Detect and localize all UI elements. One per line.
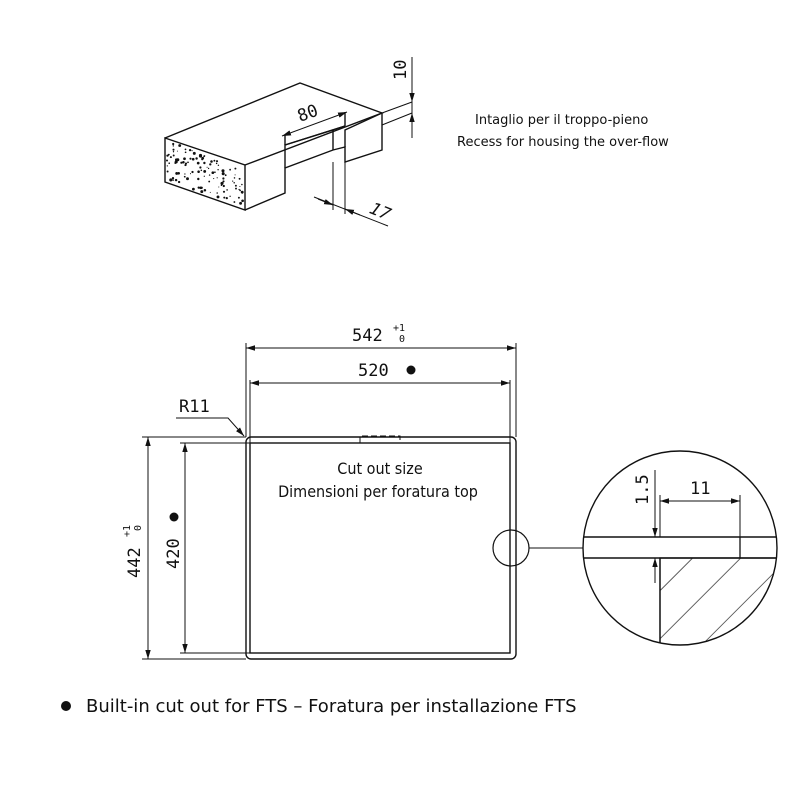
stone-speckle bbox=[185, 163, 187, 165]
stone-speckle bbox=[169, 178, 172, 181]
stone-speckle bbox=[233, 182, 235, 184]
stone-speckle bbox=[192, 188, 195, 191]
stone-speckle bbox=[183, 157, 186, 160]
radius-leader bbox=[176, 418, 244, 436]
stone-speckle bbox=[190, 173, 191, 174]
stone-speckle bbox=[216, 160, 218, 162]
fts-marker-520 bbox=[407, 366, 416, 375]
stone-speckle bbox=[241, 199, 244, 202]
stone-speckle bbox=[199, 166, 201, 168]
stone-speckle bbox=[233, 201, 235, 203]
stone-speckle bbox=[223, 197, 225, 199]
stone-speckle bbox=[218, 186, 219, 187]
detail-callout-circle bbox=[493, 530, 529, 566]
stone-speckle bbox=[222, 172, 225, 175]
stone-speckle bbox=[217, 195, 220, 198]
dim-520-label: 520 bbox=[358, 361, 389, 381]
dim-1-5-label: 1.5 bbox=[633, 474, 653, 505]
stone-speckle bbox=[178, 181, 180, 183]
stone-speckle bbox=[217, 169, 218, 170]
stone-speckle bbox=[167, 165, 168, 166]
dim-542-tol-minus: 0 bbox=[399, 334, 406, 345]
dim-420-label: 420 bbox=[164, 538, 184, 569]
stone-speckle bbox=[217, 177, 218, 178]
cutout-label-en: Cut out size bbox=[337, 459, 423, 478]
stone-speckle bbox=[184, 176, 186, 178]
stone-speckle bbox=[214, 171, 216, 173]
stone-speckle bbox=[183, 162, 184, 163]
legend-bullet bbox=[61, 701, 71, 711]
stone-speckle bbox=[229, 169, 231, 171]
stone-speckle bbox=[174, 162, 176, 164]
cutout-label-it: Dimensioni per foratura top bbox=[278, 482, 478, 501]
stone-speckle bbox=[223, 185, 225, 187]
stone-speckle bbox=[172, 179, 174, 181]
stone-speckle bbox=[201, 158, 203, 160]
stone-speckle bbox=[178, 144, 181, 147]
dim-542-label: 542 bbox=[352, 326, 383, 346]
stone-speckle bbox=[199, 154, 202, 157]
dim-442-label: 442 bbox=[125, 547, 145, 578]
stone-speckle bbox=[173, 145, 174, 146]
stone-speckle bbox=[238, 197, 240, 199]
stone-speckle bbox=[177, 151, 178, 152]
stone-speckle bbox=[166, 160, 168, 162]
stone-speckle bbox=[208, 181, 210, 183]
stone-speckle bbox=[209, 163, 211, 165]
stone-speckle bbox=[189, 158, 191, 160]
dim-11-label: 11 bbox=[690, 479, 711, 499]
legend-text: Built-in cut out for FTS – Foratura per installazione FTS bbox=[86, 696, 577, 717]
stone-speckle bbox=[168, 162, 170, 164]
fts-marker-420 bbox=[170, 513, 179, 522]
stone-speckle bbox=[185, 149, 187, 151]
stone-speckle bbox=[176, 158, 179, 161]
stone-speckle bbox=[203, 170, 206, 173]
stone-speckle bbox=[172, 177, 174, 179]
block-right-face bbox=[245, 113, 382, 210]
stone-speckle bbox=[213, 160, 215, 162]
stone-speckle bbox=[180, 162, 182, 164]
stone-speckle bbox=[184, 173, 185, 174]
stone-speckle bbox=[172, 143, 174, 145]
stone-speckle bbox=[173, 155, 175, 157]
dim-17-label: 17 bbox=[363, 199, 396, 224]
stone-speckle bbox=[213, 172, 214, 173]
stone-speckle bbox=[242, 192, 243, 193]
stone-speckle bbox=[235, 174, 236, 175]
stone-speckle bbox=[239, 178, 241, 180]
stone-speckle bbox=[186, 177, 189, 180]
stone-speckle bbox=[172, 149, 174, 151]
stone-speckle bbox=[200, 190, 203, 193]
dim-442-tol-plus: +1 bbox=[122, 524, 133, 537]
recess-note-en: Recess for housing the over-flow bbox=[457, 135, 669, 150]
stone-speckle bbox=[234, 177, 236, 179]
stone-speckle bbox=[209, 174, 210, 175]
stone-speckle bbox=[210, 160, 213, 163]
dim-80-label: 80 bbox=[294, 100, 321, 127]
stone-speckle bbox=[170, 156, 172, 158]
stone-speckle bbox=[191, 171, 193, 173]
stone-speckle bbox=[229, 196, 230, 197]
stone-speckle bbox=[175, 179, 177, 181]
stone-speckle bbox=[197, 170, 200, 173]
stone-speckle bbox=[166, 154, 168, 156]
stone-speckle bbox=[197, 162, 200, 165]
stone-speckle bbox=[226, 197, 228, 199]
detail-view bbox=[560, 451, 798, 700]
stone-speckle bbox=[173, 151, 174, 152]
stone-speckle bbox=[195, 157, 197, 159]
stone-speckle bbox=[232, 181, 233, 182]
stone-speckle bbox=[175, 172, 178, 175]
cutout-plan bbox=[142, 343, 583, 659]
stone-speckle bbox=[222, 180, 224, 182]
stone-speckle bbox=[189, 149, 191, 151]
dim-442-tol-minus: 0 bbox=[133, 524, 144, 531]
stone-speckle bbox=[226, 189, 228, 191]
stone-speckle bbox=[167, 171, 169, 173]
stone-speckle bbox=[218, 165, 219, 166]
stone-speckle bbox=[204, 176, 205, 177]
stone-speckle bbox=[216, 163, 218, 165]
stone-speckle bbox=[216, 192, 218, 194]
stone-speckle bbox=[235, 185, 237, 187]
stone-speckle bbox=[192, 158, 195, 161]
stone-speckle bbox=[197, 178, 199, 180]
stone-speckle bbox=[222, 177, 224, 179]
stone-speckle bbox=[201, 170, 203, 172]
stone-speckle bbox=[208, 168, 209, 169]
stone-speckle bbox=[187, 161, 189, 163]
recess-block bbox=[165, 83, 412, 214]
stone-speckle bbox=[225, 174, 227, 176]
stone-speckle bbox=[221, 169, 224, 172]
stone-speckle bbox=[203, 162, 205, 164]
stone-speckle bbox=[235, 188, 237, 190]
stone-speckle bbox=[213, 178, 214, 179]
stone-speckle bbox=[238, 189, 239, 190]
detail-hatched-section bbox=[660, 558, 798, 678]
stone-speckle bbox=[193, 152, 196, 155]
dim-10-label: 10 bbox=[391, 59, 411, 80]
recess-note-it: Intaglio per il troppo-pieno bbox=[475, 113, 649, 128]
stone-speckle bbox=[239, 202, 242, 205]
stone-speckle bbox=[210, 192, 211, 193]
stone-speckle bbox=[223, 191, 225, 193]
stone-speckle bbox=[207, 167, 208, 168]
stone-speckle bbox=[198, 186, 200, 188]
stone-speckle bbox=[234, 168, 236, 170]
stone-speckle bbox=[185, 151, 187, 153]
stone-speckle bbox=[239, 186, 240, 187]
radius-label: R11 bbox=[179, 397, 210, 417]
stone-speckle bbox=[203, 155, 205, 157]
stone-speckle bbox=[192, 150, 193, 151]
stone-speckle bbox=[241, 184, 243, 186]
dim-542-tol-plus: +1 bbox=[393, 323, 406, 334]
stone-speckle bbox=[204, 189, 207, 192]
